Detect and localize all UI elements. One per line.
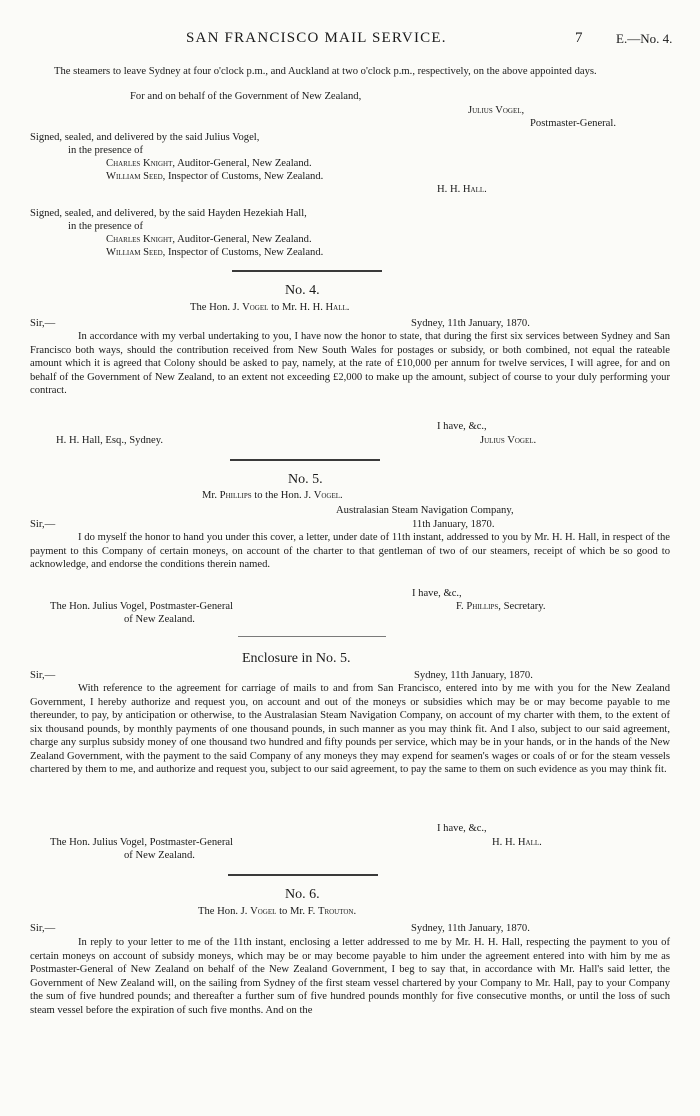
witness-line bbox=[106, 246, 323, 259]
letter-body-no4: In accordance with my verbal undertaking to you, I have now the honor to state, that during the first six services between Sydney and San Francisco both ways, should the contribution received from New South Wales for postages or subsidy, or both combined, not equal the rateable amount which it is agreed that Colony should be asked to pay, namely, at the rate of £10,000 per annum for twelve services, I will agree, for and on behalf of the Government of New Zealand, to an extent not exceeding £2,000 to make up the amount, subject of course to your duly performing your contract. bbox=[30, 331, 670, 396]
subtitle-from: Vogel bbox=[242, 302, 269, 313]
document-reference: E.—No. 4. bbox=[616, 31, 673, 46]
section-divider bbox=[232, 270, 382, 272]
salutation: Sir,— bbox=[30, 670, 56, 681]
addressee-line: of New Zealand. bbox=[124, 850, 195, 861]
on-behalf-line: For and on behalf of the Government of New Zealand, bbox=[130, 91, 362, 102]
signed-line-1: Signed, sealed, and delivered by the said Julius Vogel, bbox=[30, 132, 260, 143]
letter-signature: H. H. Hall. bbox=[492, 837, 542, 848]
letter-body-enclosure: With reference to the agreement for carriage of mails to and from San Francisco, entered into by me with you for the New Zealand Government, I hereby authorize and request you, on account and out of the moneys or subsidies which may be or may become payable to me thereunder, to pay, by anticipation or otherwise, to the Australasian Steam Navigation Company, on account of my charter with them, to the extent of six thousand pounds, by monthly payments of one thousand pounds, in such manner as you may think fit. And I also, subject to our said agreement, charge any surplus subsidy money of one thousand two hundred and fifty pounds per service, which may be in your hands, or in the hands of the New Zealand Government, with the payment to the said Company of any moneys they may expend for seamen's wages or coals of or for the steam vessels chartered by them to me, and authorize and request you, subject to our said agreement, to pay the same to them on such evidence as you may think fit. bbox=[30, 683, 670, 775]
section-heading-no5: No. 5. bbox=[288, 472, 323, 487]
presence-line-2: in the presence of bbox=[68, 221, 144, 232]
witness-role: , Auditor-General, New Zealand. bbox=[172, 158, 312, 169]
subtitle-text: . bbox=[346, 302, 350, 313]
signature-line bbox=[456, 600, 546, 613]
salutation: Sir,— bbox=[30, 923, 56, 934]
witness-role: , Inspector of Customs, New Zealand. bbox=[162, 171, 324, 182]
subtitle-to: Hall bbox=[325, 302, 347, 313]
witness-name: Charles Knight bbox=[106, 234, 173, 245]
letter-body-no5: I do myself the honor to hand you under this cover, a letter, under date of 11th instant, addressed to you by Mr. H. H. Hall, in respect of the payment to this Company of certain moneys, on account of the charter to that gentleman of two of our steamers, receipt of which be so good to acknowledge, and endorse the conditions therein named. bbox=[30, 532, 670, 570]
signed-line-2: Signed, sealed, and delivered, by the said Hayden Hezekiah Hall, bbox=[30, 208, 307, 219]
letter-closing: I have, &c., bbox=[437, 823, 487, 834]
witness-role: , Inspector of Customs, New Zealand. bbox=[162, 247, 324, 258]
witness-line bbox=[106, 157, 312, 170]
salutation: Sir,— bbox=[30, 318, 56, 329]
subtitle-to: Trouton bbox=[317, 906, 354, 917]
section-subtitle-no4 bbox=[190, 301, 349, 314]
subtitle-text: . bbox=[353, 906, 357, 917]
presence-line-1: in the presence of bbox=[68, 145, 144, 156]
addressee-line: The Hon. Julius Vogel, Postmaster-General bbox=[50, 837, 233, 848]
subtitle-to: Vogel bbox=[313, 490, 341, 501]
signature-name: F. Phillips bbox=[456, 601, 499, 612]
letter-date: Sydney, 11th January, 1870. bbox=[411, 923, 530, 934]
section-divider bbox=[238, 636, 386, 637]
addressee-line: The Hon. Julius Vogel, Postmaster-General bbox=[50, 601, 233, 612]
section-divider bbox=[228, 874, 378, 876]
witness-line bbox=[106, 233, 312, 246]
witness-line bbox=[106, 170, 323, 183]
letter-body-no6: In reply to your letter to me of the 11th instant, enclosing a letter addressed to me by Mr. H. H. Hall, respecting the payment to you of certain moneys on account of subsidy moneys, which may be or may become payable to him under the agreement entered into with him by me as Postmaster-General of New Zealand on behalf of the New Zealand Government, I beg to say that, in accordance with Mr. Hall's said letter, the Government of New Zealand will, on the sailing from Sydney of the first steam vessel chartered by your Company to Mr. Hall, pay to your Company the sum of five hundred pounds; and thereafter a further sum of five hundred pounds monthly for five consecutive months, or until the loss of such steam vessel before the expiration of such five months. And on the bbox=[30, 937, 670, 1016]
signature-role: , Secretary. bbox=[498, 601, 546, 612]
signatory-name: Julius Vogel, bbox=[468, 105, 525, 116]
letter-signature: Julius Vogel. bbox=[480, 435, 537, 446]
second-signatory: H. H. Hall. bbox=[437, 184, 487, 195]
letter-addressee: H. H. Hall, Esq., Sydney. bbox=[56, 435, 164, 446]
page-title: SAN FRANCISCO MAIL SERVICE. bbox=[186, 30, 447, 46]
subtitle-text: Mr. bbox=[202, 490, 220, 501]
company-name: Australasian Steam Navigation Company, bbox=[336, 505, 514, 516]
addressee-line: of New Zealand. bbox=[124, 614, 195, 625]
section-heading-no4: No. 4. bbox=[285, 283, 320, 298]
section-heading-no6: No. 6. bbox=[285, 887, 320, 902]
subtitle-from: Phillips bbox=[219, 490, 252, 501]
witness-role: , Auditor-General, New Zealand. bbox=[172, 234, 312, 245]
letter-closing: I have, &c., bbox=[437, 421, 487, 432]
subtitle-text: . bbox=[340, 490, 343, 501]
subtitle-text: to Mr. F. bbox=[276, 906, 318, 917]
witness-name: Charles Knight bbox=[106, 158, 173, 169]
subtitle-text: to the Hon. J. bbox=[251, 490, 314, 501]
witness-name: William Seed bbox=[106, 171, 163, 182]
page-number: 7 bbox=[575, 30, 583, 46]
agreement-closing-paragraph: The steamers to leave Sydney at four o'clock p.m., and Auckland at two o'clock p.m., respectively, on the above appointed days. bbox=[54, 66, 597, 77]
letter-closing: I have, &c., bbox=[412, 588, 462, 599]
signatory-title: Postmaster-General. bbox=[530, 118, 616, 129]
subtitle-text: to Mr. H. H. bbox=[268, 302, 326, 313]
subtitle-text: The Hon. J. bbox=[190, 302, 243, 313]
subtitle-text: The Hon. J. bbox=[198, 906, 251, 917]
subtitle-from: Vogel bbox=[250, 906, 277, 917]
letter-date: Sydney, 11th January, 1870. bbox=[414, 670, 533, 681]
section-divider bbox=[230, 459, 380, 461]
enclosure-heading: Enclosure in No. 5. bbox=[242, 651, 351, 666]
salutation: Sir,— bbox=[30, 519, 56, 530]
witness-name: William Seed bbox=[106, 247, 163, 258]
letter-date: Sydney, 11th January, 1870. bbox=[411, 318, 530, 329]
section-subtitle-no5 bbox=[202, 489, 343, 502]
letter-date: 11th January, 1870. bbox=[412, 519, 495, 530]
section-subtitle-no6 bbox=[198, 905, 356, 918]
